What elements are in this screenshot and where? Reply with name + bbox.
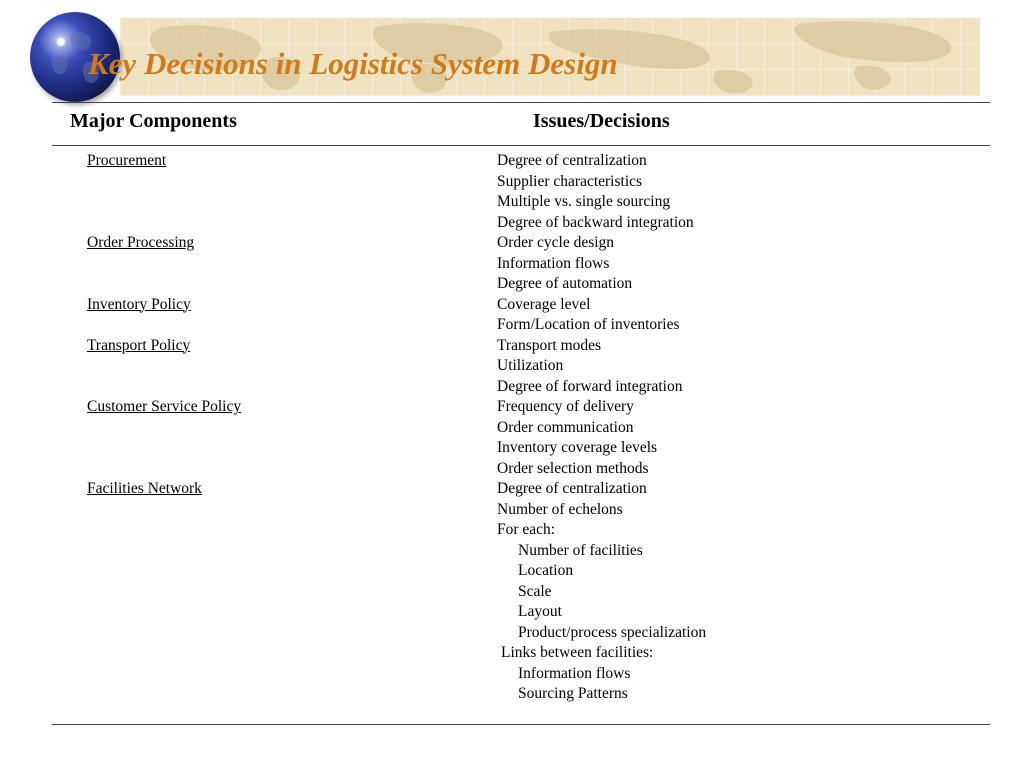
issue-decision-item: Scale [518, 582, 552, 600]
table-row [0, 561, 1024, 582]
major-component-label: Facilities Network [87, 480, 202, 497]
issue-decision-item: Location [518, 562, 574, 579]
table-row [0, 664, 1024, 685]
issue-decision-item: Order cycle design [497, 234, 615, 251]
major-component-label: Inventory Policy [87, 295, 191, 313]
table-row [0, 315, 1024, 336]
issue-decision-item: For each: [497, 521, 556, 538]
issue-decision-item: Supplier characteristics [497, 172, 643, 190]
issue-decision-item: Inventory coverage levels [497, 439, 658, 456]
table-row [0, 213, 1024, 234]
table-row [0, 233, 1024, 254]
table-row [0, 397, 1024, 418]
issue-decision-item: Information flows [518, 664, 631, 682]
major-component-label: Order Processing [87, 234, 195, 251]
issue-decision-item: Product/process specialization [518, 623, 707, 641]
table-row [0, 254, 1024, 275]
table-row [0, 602, 1024, 623]
table-row [0, 192, 1024, 213]
table-row [0, 643, 1024, 664]
issue-decision-item: Degree of forward integration [497, 377, 683, 395]
header-top-rule [52, 102, 990, 103]
issue-decision-item: Links between facilities: [501, 644, 654, 661]
issue-decision-item: Degree of automation [497, 275, 633, 292]
table-row [0, 295, 1024, 316]
major-component-label: Procurement [87, 152, 167, 169]
issue-decision-item: Degree of centralization [497, 152, 647, 169]
table-row [0, 418, 1024, 439]
table-row [0, 479, 1024, 500]
table-row [0, 274, 1024, 295]
issue-decision-item: Sourcing Patterns [518, 685, 628, 702]
table-row [0, 336, 1024, 357]
issue-decision-item: Layout [518, 603, 562, 620]
table-row [0, 582, 1024, 603]
table-row [0, 520, 1024, 541]
table-row [0, 151, 1024, 172]
table-row [0, 541, 1024, 562]
major-component-label: Customer Service Policy [87, 398, 242, 415]
issue-decision-item: Frequency of delivery [497, 398, 634, 415]
table-row [0, 377, 1024, 398]
issue-decision-item: Multiple vs. single sourcing [497, 193, 671, 210]
issue-decision-item: Utilization [497, 357, 564, 374]
slide-title: Key Decisions in Logistics System Design [88, 46, 618, 81]
table-row [0, 172, 1024, 193]
table-row [0, 623, 1024, 644]
issue-decision-item: Degree of backward integration [497, 213, 694, 231]
table-row [0, 459, 1024, 480]
table-row [0, 500, 1024, 521]
column-header-issues-decisions: Issues/Decisions [533, 110, 670, 132]
issue-decision-item: Coverage level [497, 295, 591, 313]
issue-decision-item: Order communication [497, 418, 634, 436]
issue-decision-item: Form/Location of inventories [497, 316, 680, 333]
table-row [0, 684, 1024, 705]
issue-decision-item: Number of echelons [497, 500, 623, 518]
table-row [0, 438, 1024, 459]
issue-decision-item: Transport modes [497, 336, 602, 354]
issue-decision-item: Order selection methods [497, 459, 649, 477]
issue-decision-item: Degree of centralization [497, 480, 647, 497]
major-component-label: Transport Policy [87, 336, 191, 354]
table-bottom-rule [52, 724, 990, 725]
issue-decision-item: Number of facilities [518, 541, 643, 559]
issue-decision-item: Information flows [497, 254, 610, 272]
header-bottom-rule [52, 145, 990, 146]
column-header-major-components: Major Components [70, 110, 237, 132]
table-row [0, 356, 1024, 377]
